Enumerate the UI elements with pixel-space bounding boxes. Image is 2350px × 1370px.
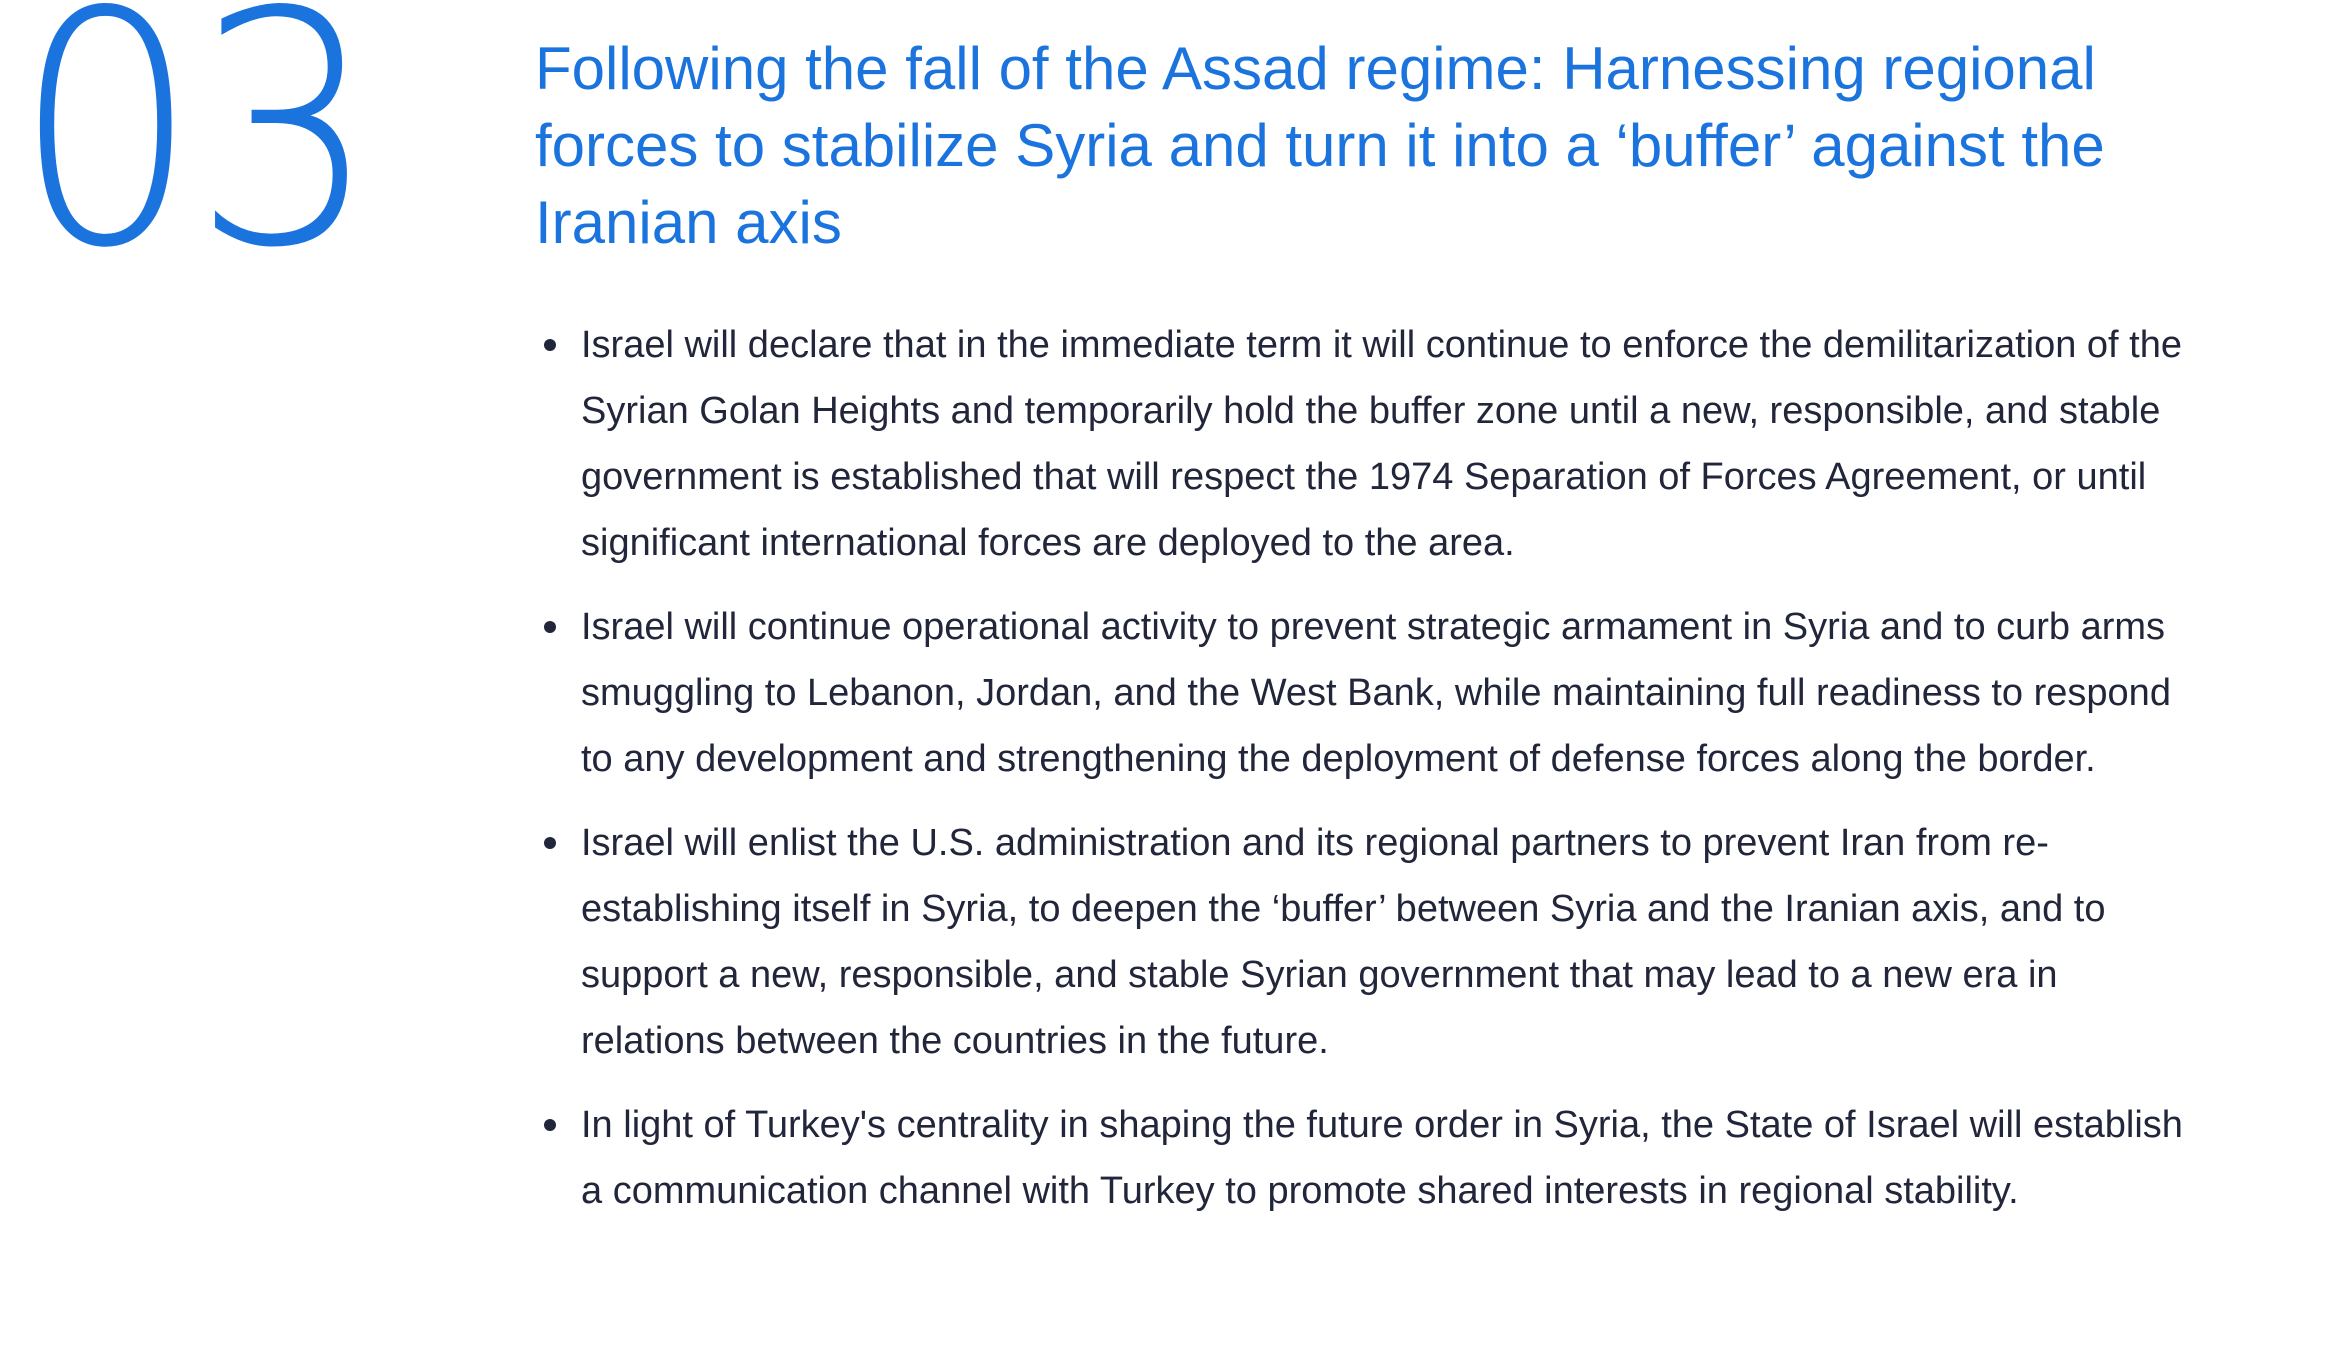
list-item-text: Israel will continue operational activity to prevent strategic armament in Syria and to curb arms smuggling to Lebanon, Jordan, and the West Bank, while maintaining full readiness to respond to any development and strengthening the deployment of defense forces along the border. [581, 606, 2171, 780]
list-item [535, 810, 2195, 1074]
bullet-dot-icon [544, 621, 556, 633]
list-item [535, 312, 2195, 576]
list-item-text: Israel will enlist the U.S. administration and its regional partners to prevent Iran from re-establishing itself in Syria, to deepen the ‘buffer’ between Syria and the Iranian axis, and to support a new, responsible, and stable Syrian government that may lead to a new era in relations between the countries in the future. [581, 822, 2106, 1062]
bullet-dot-icon [544, 1119, 556, 1131]
bullet-dot-icon [544, 837, 556, 849]
section-number: 03 [14, 0, 372, 318]
list-item-text: In light of Turkey's centrality in shaping the future order in Syria, the State of Israel will establish a communication channel with Turkey to promote shared interests in regional stability. [581, 1104, 2183, 1212]
bullet-dot-icon [544, 339, 556, 351]
bullet-list [535, 312, 2195, 1242]
list-item-text: Israel will declare that in the immediate term it will continue to enforce the demilitarization of the Syrian Golan Heights and temporarily hold the buffer zone until a new, responsible, and stable government is established that will respect the 1974 Separation of Forces Agreement, or until significant international forces are deployed to the area. [581, 324, 2182, 564]
list-item [535, 594, 2195, 792]
list-item [535, 1092, 2195, 1224]
section-title: Following the fall of the Assad regime: Harnessing regional forces to stabilize Syria and turn it into a ‘buffer’ against the Iranian axis [535, 35, 2105, 256]
